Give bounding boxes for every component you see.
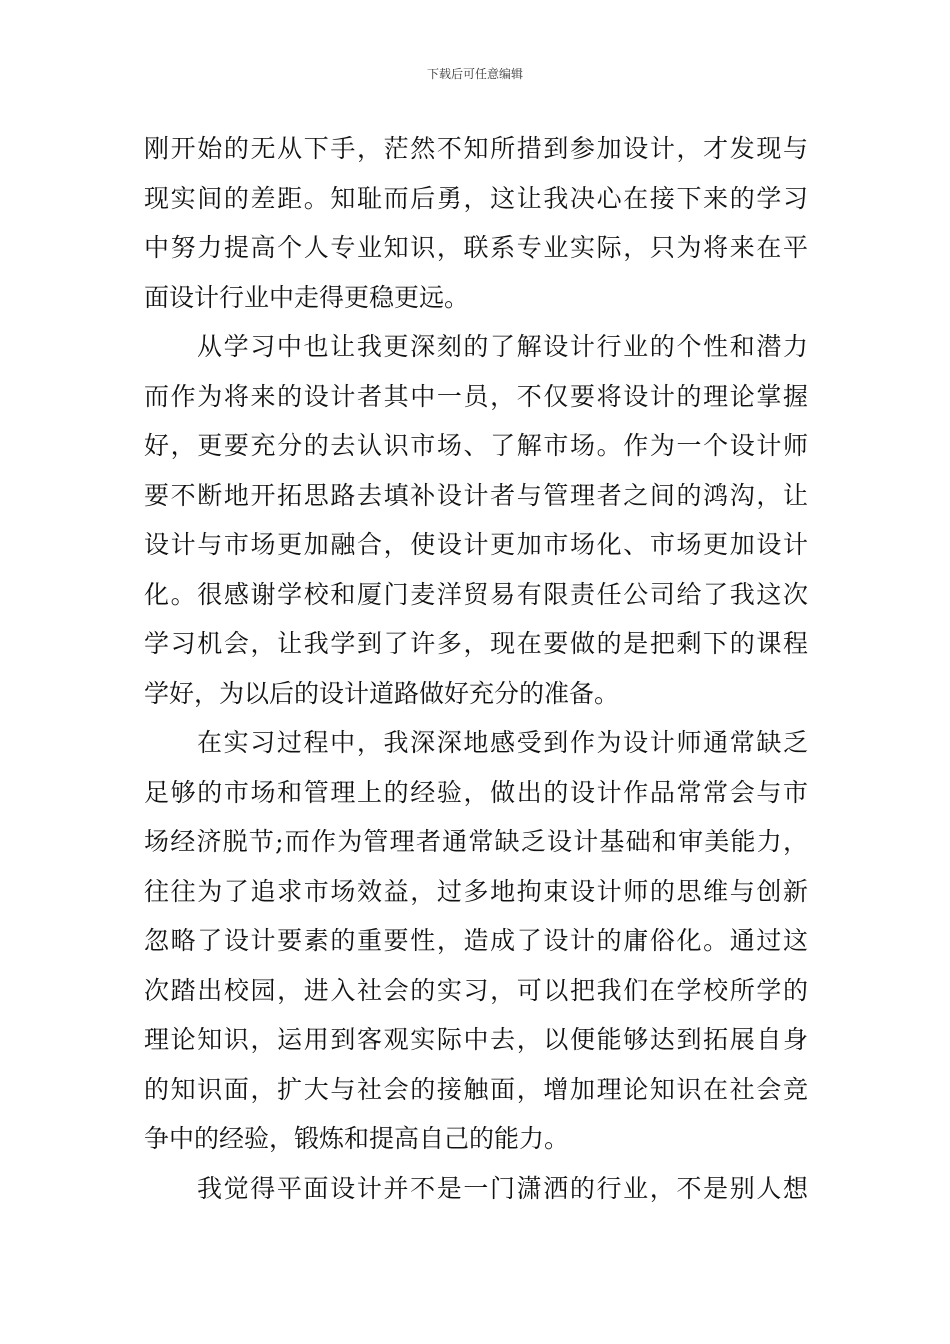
text-line: 的知识面，扩大与社会的接触面，增加理论知识在社会竞 [144, 1074, 808, 1104]
text-line: 而作为将来的设计者其中一员，不仅要将设计的理论掌握 [144, 381, 808, 411]
text-line: 现实间的差距。知耻而后勇，这让我决心在接下来的学习 [144, 183, 808, 213]
text-line: 场经济脱节;而作为管理者通常缺乏设计基础和审美能力， [144, 827, 808, 856]
text-line: 好，更要充分的去认识市场、了解市场。作为一个设计师 [144, 431, 808, 460]
text-line: 足够的市场和管理上的经验，做出的设计作品常常会与市 [144, 777, 808, 807]
text-line: 我觉得平面设计并不是一门潇洒的行业，不是别人想 [197, 1173, 808, 1203]
text-line: 争中的经验，锻炼和提高自己的能力。 [144, 1124, 570, 1153]
text-line: 刚开始的无从下手，茫然不知所措到参加设计，才发现与 [144, 134, 808, 163]
text-line: 往往为了追求市场效益，过多地拘束设计师的思维与创新 [144, 876, 808, 906]
document-body [144, 124, 808, 1213]
text-line: 在实习过程中，我深深地感受到作为设计师通常缺乏 [197, 728, 808, 757]
text-line: 设计与市场更加融合，使设计更加市场化、市场更加设计 [144, 530, 808, 559]
text-line: 学好，为以后的设计道路做好充分的准备。 [144, 678, 620, 708]
text-line: 面设计行业中走得更稳更远。 [144, 282, 470, 312]
text-line: 从学习中也让我更深刻的了解设计行业的个性和潜力 [197, 332, 808, 361]
text-line: 忽略了设计要素的重要性，造成了设计的庸俗化。通过这 [144, 926, 808, 955]
text-line: 化。很感谢学校和厦门麦洋贸易有限责任公司给了我这次 [144, 579, 808, 609]
page-header: 下载后可任意编辑 [426, 67, 523, 81]
text-line: 学习机会，让我学到了许多，现在要做的是把剩下的课程 [144, 629, 808, 658]
text-line: 中努力提高个人专业知识，联系专业实际，只为将来在平 [144, 233, 808, 262]
text-line: 次踏出校园，进入社会的实习，可以把我们在学校所学的 [144, 975, 808, 1005]
text-line: 理论知识，运用到客观实际中去，以便能够达到拓展自身 [144, 1025, 808, 1054]
text-line: 要不断地开拓思路去填补设计者与管理者之间的鸿沟，让 [144, 480, 808, 510]
